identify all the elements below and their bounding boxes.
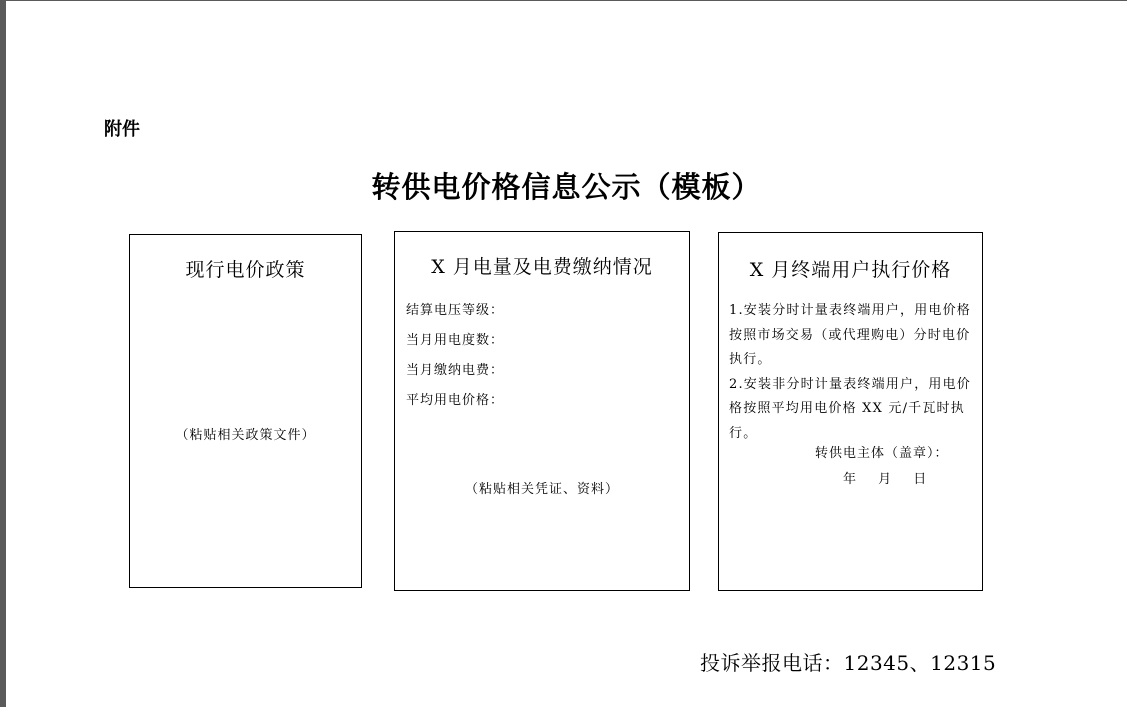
price-rule-1: 1.安装分时计量表终端用户，用电价格按照市场交易（或代理购电）分时电价执行。: [729, 303, 972, 367]
policy-box: [129, 234, 362, 588]
price-box-heading: X 月终端用户执行价格: [749, 259, 952, 281]
date-label: 年 月 日: [843, 472, 928, 487]
field-monthly-usage: 当月用电度数：: [406, 333, 505, 348]
policy-box-heading: 现行电价政策: [185, 259, 306, 281]
field-average-price: 平均用电价格：: [406, 393, 505, 408]
usage-box-heading: X 月电量及电费缴纳情况: [431, 256, 653, 278]
policy-box-note: （粘贴相关政策文件）: [175, 428, 316, 443]
usage-box-note: （粘贴相关凭证、资料）: [464, 482, 619, 497]
attachment-label: 附件: [104, 119, 140, 140]
document-page: [6, 1, 1127, 707]
field-monthly-fee: 当月缴纳电费：: [406, 363, 505, 378]
usage-box: [394, 231, 690, 591]
field-voltage-level: 结算电压等级：: [406, 303, 505, 318]
price-rule-2: 2.安装非分时计量表终端用户，用电价格按照平均用电价格 XX 元/千瓦时执行。: [729, 376, 972, 441]
stamp-label: 转供电主体（盖章）：: [815, 446, 949, 461]
page-title: 转供电价格信息公示（模板）: [371, 170, 762, 204]
price-box: [718, 232, 983, 591]
price-rules: [729, 299, 975, 446]
usage-field-list: [406, 301, 504, 421]
complaint-hotline: 投诉举报电话：12345、12315: [700, 651, 997, 675]
